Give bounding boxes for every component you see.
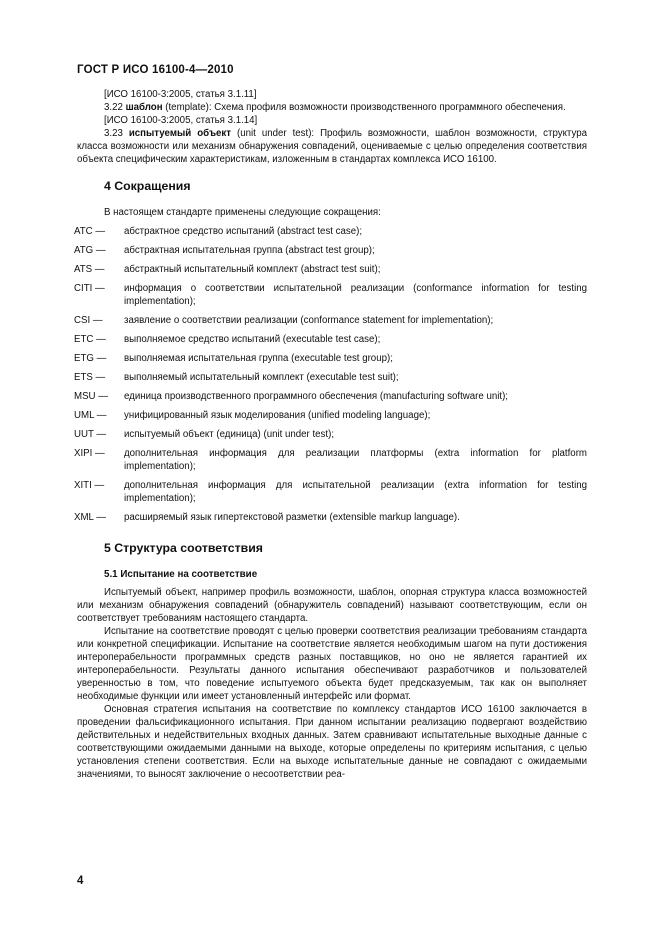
abbreviation-item bbox=[74, 409, 587, 422]
section-5-heading: 5 Структура соответствия bbox=[104, 541, 263, 555]
paragraph: Основная стратегия испытания на соответствие по комплексу стандартов ИСО 16100 заключается в проведении фальсификационного испытания. При данном испытании реализацию подвергают воздействию действительных и недействительных входных данных. Затем сравнивают испытательные выходные данные с соответствующими ожидаемыми данными на выходе, которые определены по критериям испытания, с целью установления степени соответствия. Если на выходе испытательные данные не совпадают с ожидаемыми значениями, то выносят заключение о несоответствии реа- bbox=[77, 704, 587, 780]
abbreviation-key: UUT — bbox=[74, 429, 107, 440]
abbreviation-key: ATC — bbox=[74, 226, 106, 237]
abbreviation-item bbox=[74, 263, 587, 276]
abbreviations-list bbox=[74, 225, 587, 524]
definition-3-23 bbox=[77, 127, 587, 166]
paragraph: Испытуемый объект, например профиль возможности, шаблон, опорная структура класса возможностей или механизм обнаружения совпадений (обнаружитель совпадений) называют соответствующим, если он соответствует требованиям настоящего стандарта. bbox=[77, 587, 587, 624]
abbreviation-key: ETS — bbox=[74, 372, 106, 383]
abbreviation-item bbox=[74, 479, 587, 505]
abbreviation-value: дополнительная информация для испытательной реализации (extra information for testing implementation); bbox=[124, 480, 587, 504]
abbreviation-value: информация о соответствии испытательной реализации (conformance information for testing implementation); bbox=[124, 283, 587, 307]
abbreviation-value: абстрактное средство испытаний (abstract test case); bbox=[124, 226, 363, 237]
definition-text: (unit under test): Профиль возможности, шаблон возможности, структура класса возможности или механизм обнаружения совпадений, оцениваемые с целью определения соответствия объекта специфическим характеристикам, изложенным в стандартах комплекса ИСО 16100. bbox=[77, 128, 587, 165]
definition-text: (template): Схема профиля возможности производственного программного обеспечения. bbox=[165, 102, 566, 113]
abbreviation-key: XML — bbox=[74, 512, 106, 523]
abbreviation-item bbox=[74, 447, 587, 473]
abbreviation-item bbox=[74, 225, 587, 238]
abbreviation-value: абстрактный испытательный комплект (abstract test suit); bbox=[124, 264, 381, 275]
definition-term: испытуемый объект bbox=[128, 128, 232, 139]
abbreviation-item bbox=[74, 511, 587, 524]
abbreviation-item bbox=[74, 282, 587, 308]
document-header: ГОСТ Р ИСО 16100-4—2010 bbox=[77, 64, 234, 76]
abbreviation-value: испытуемый объект (единица) (unit under test); bbox=[124, 429, 335, 440]
abbreviation-key: UML — bbox=[74, 410, 107, 421]
abbreviation-value: дополнительная информация для реализации платформы (extra information for platform implementation); bbox=[124, 448, 587, 472]
abbreviation-key: MSU — bbox=[74, 391, 108, 402]
abbreviation-value: выполняемая испытательная группа (executable test group); bbox=[124, 353, 393, 364]
abbreviation-key: CSI — bbox=[74, 315, 103, 326]
abbreviation-key: ATG — bbox=[74, 245, 106, 256]
abbreviation-value: выполняемый испытательный комплект (executable test suit); bbox=[124, 372, 399, 383]
abbreviation-item bbox=[74, 333, 587, 346]
abbreviation-value: унифицированный язык моделирования (unified modeling language); bbox=[124, 410, 431, 421]
definition-number: 3.22 bbox=[104, 102, 123, 113]
abbreviation-key: XIPI — bbox=[74, 448, 105, 459]
definition-number: 3.23 bbox=[104, 128, 123, 139]
page-number: 4 bbox=[77, 875, 84, 887]
subsection-5-1-heading: 5.1 Испытание на соответствие bbox=[104, 569, 258, 580]
definition-reference: [ИСО 16100-3:2005, статья 3.1.14] bbox=[104, 115, 258, 126]
abbreviation-item bbox=[74, 371, 587, 384]
abbreviation-item bbox=[74, 352, 587, 365]
abbreviation-item bbox=[74, 314, 587, 327]
abbreviation-value: единица производственного программного обеспечения (manufacturing software unit); bbox=[124, 391, 508, 402]
abbreviation-key: ETG — bbox=[74, 353, 107, 364]
definition-3-22 bbox=[77, 101, 587, 114]
definition-term: шаблон bbox=[125, 102, 163, 113]
abbreviation-key: XITI — bbox=[74, 480, 105, 491]
paragraph: Испытание на соответствие проводят с целью проверки соответствия реализации требованиям стандарта или конкретной спецификации. Испытание на соответствие является необходимым шагом на пути достижения интероперабельности программных средств разных поставщиков, но оно не является гарантией их интероперабельности. Результаты данного испытания обеспечивают разработчиков и пользователей уверенностью в том, что поведение испытуемого объекта будет предсказуемым, так как он выполняет необходимые функции или имеет установленный интерфейс или формат. bbox=[77, 626, 587, 702]
abbreviation-item bbox=[74, 390, 587, 403]
abbreviation-value: заявление о соответствии реализации (conformance statement for implementation); bbox=[124, 315, 494, 326]
abbreviation-key: ETC — bbox=[74, 334, 106, 345]
abbreviation-key: ATS — bbox=[74, 264, 105, 275]
abbreviation-value: выполняемое средство испытаний (executable test case); bbox=[124, 334, 381, 345]
abbreviation-value: расширяемый язык гипертекстовой разметки (extensible markup language). bbox=[124, 512, 460, 523]
page-content bbox=[74, 88, 587, 781]
section-4-heading: 4 Сокращения bbox=[104, 179, 191, 193]
definition-reference: [ИСО 16100-3:2005, статья 3.1.11] bbox=[104, 89, 257, 100]
abbreviation-item bbox=[74, 428, 587, 441]
abbreviation-key: CITI — bbox=[74, 283, 105, 294]
abbreviations-intro: В настоящем стандарте применены следующие сокращения: bbox=[104, 207, 381, 218]
abbreviation-item bbox=[74, 244, 587, 257]
abbreviation-value: абстрактная испытательная группа (abstract test group); bbox=[124, 245, 375, 256]
